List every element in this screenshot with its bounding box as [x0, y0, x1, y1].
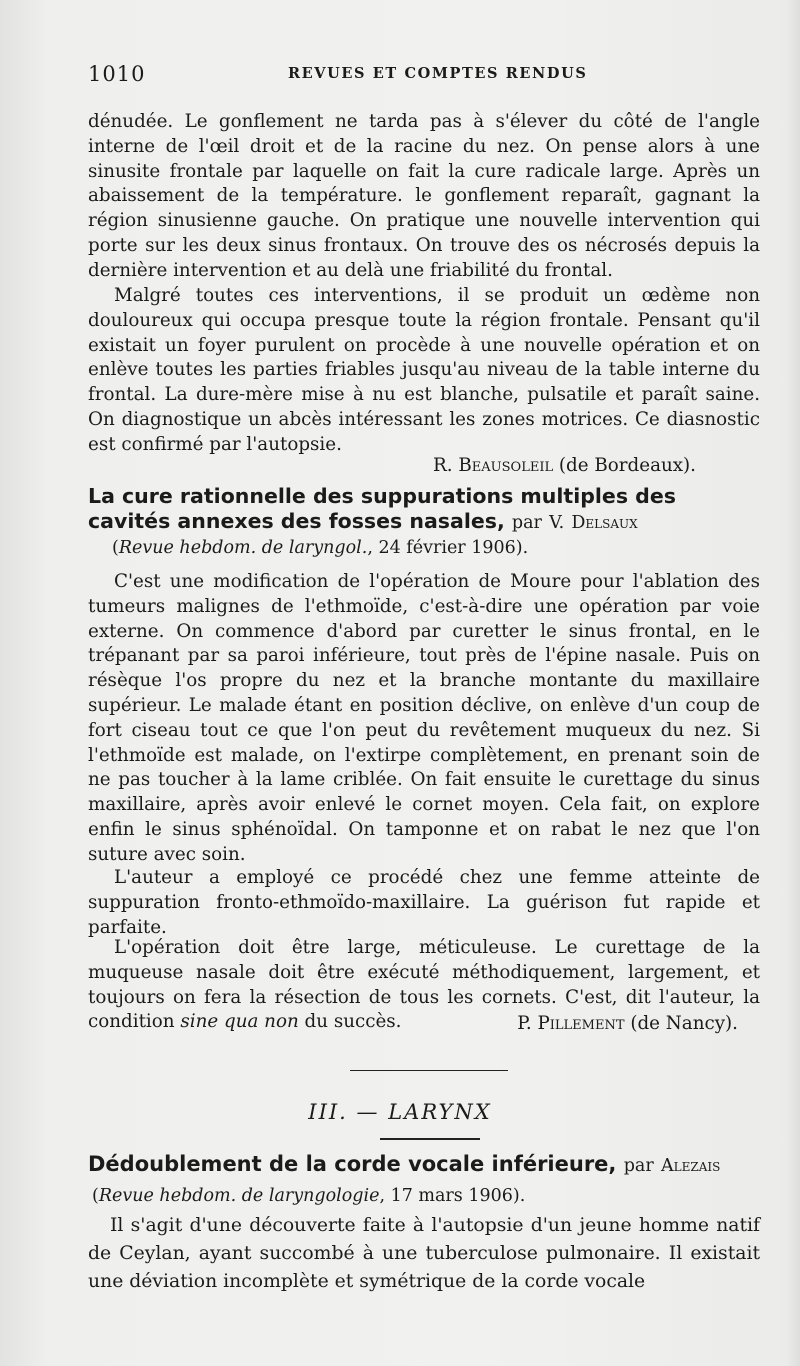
article2-citation: (Revue hebdom. de laryngol., 24 février 1906).: [112, 538, 529, 558]
article2-paragraph-1: C'est une modification de l'opération de Moure pour l'ablation des tumeurs malignes de l'ethmoïde, c'est-à-dire une opération par voie externe. On commence d'abord par curetter le sinus frontal, en le trépanant par sa paroi inférieure, tout près de l'épine nasale. Puis on résèque l'os propre du nez et la branche montante du maxillaire supérieur. Le malade étant en position déclive, on enlève d'un coup de fort ciseau tout ce que l'on peut du revêtement muqueux du nez. Si l'ethmoïde est malade, on l'extirpe complètement, en prenant soin de ne pas toucher à la lame criblée. On fait ensuite le curettage du sinus maxillaire, après avoir enlevé le cornet moyen. Cela fait, on explore enfin le sinus sphénoïdal. On tamponne et on rabat le nez que l'on suture avec soin.: [88, 571, 760, 865]
signature-initial: R.: [432, 455, 453, 476]
article3-journal: Revue hebdom. de laryngologie: [98, 1186, 380, 1206]
article2-date: , 24 février 1906).: [367, 538, 529, 558]
article2-author-initial: V.: [549, 513, 565, 533]
article3-citation: (Revue hebdom. de laryngologie, 17 mars 1906).: [92, 1186, 526, 1206]
article2-author-name: Delsaux: [571, 513, 638, 533]
article2-title: La cure rationnelle des suppurations multiples des cavités annexes des fosses nasales,: [88, 484, 676, 533]
article2-journal: Revue hebdom. de laryngol.: [118, 538, 368, 558]
page-header: [88, 62, 760, 88]
section-rule: [380, 1138, 480, 1140]
article3-paragraph-1: Il s'agit d'une découverte faite à l'autopsie d'un jeune homme natif de Ceylan, ayant succombé à une tuberculose pulmonaire. Il existait une déviation incomplète et symétrique de la corde vocale: [88, 1215, 760, 1292]
article3-by: par: [623, 1156, 654, 1176]
article2-by: par: [511, 513, 542, 533]
article3-date: , 17 mars 1906).: [379, 1186, 526, 1206]
signature-place: (de Nancy).: [630, 1013, 738, 1034]
signature-name: Pillement: [537, 1013, 625, 1034]
article1-paragraph-1: dénudée. Le gonflement ne tarda pas à s'élever du côté de l'angle interne de l'œil droit et de la racine du nez. On pense alors à une sinusite frontale par laquelle on fait la cure radicale large. Après un abaissement de la température. le gonflement reparaît, gagnant la région sinusienne gauche. On pratique une nouvelle intervention qui porte sur les deux sinus frontaux. On trouve des os nécrosés depuis la dernière intervention et au delà une friabilité du frontal.: [88, 111, 760, 281]
article3-author-name: Alezais: [661, 1156, 721, 1176]
page-edge-shadow: [786, 0, 800, 1366]
article1-paragraph-2: Malgré toutes ces interventions, il se produit un œdème non douloureux qui occupa presque toute la région frontale. Pensant qu'il existait un foyer purulent on procède à une nouvelle opération et on enlève toutes les parties friables jusqu'au niveau de la table interne du frontal. La dure-mère mise à nu est blanche, pulsatile et paraît saine. On diagnostique un abcès intéressant les zones motrices. Ce diasnostic est confirmé par l'autopsie.: [88, 285, 760, 455]
signature-initial: P.: [517, 1013, 532, 1034]
article2-p3-end: du succès.: [304, 1011, 402, 1033]
article3-title: Dédoublement de la corde vocale inférieure,: [88, 1152, 617, 1176]
article2-p3-start: L'opération doit être large, méticuleuse. Le curettage de la muqueuse nasale doit être exécuté méthodiquement, largement, et toujours on fera la résection de tous les cornets. C'est, dit l'auteur, la condition: [88, 937, 760, 1033]
section-heading: III. — LARYNX: [308, 1100, 492, 1124]
separator-rule: [350, 1070, 508, 1071]
article2-paragraph-2: L'auteur a employé ce procédé chez une femme atteinte de suppuration fronto-ethmoïdo-maxillaire. La guérison fut rapide et parfaite.: [88, 867, 760, 938]
article2-signature: [517, 1012, 738, 1036]
article2-p3-italic: sine qua non: [180, 1011, 299, 1033]
running-head: REVUES ET COMPTES RENDUS: [288, 65, 588, 82]
article2-title-block: [88, 484, 760, 536]
signature-place: (de Bordeaux).: [558, 455, 696, 476]
article1-signature: [433, 454, 696, 478]
article3-title-block: [88, 1152, 760, 1179]
page-number: 1010: [88, 62, 146, 86]
signature-name: Beausoleil: [458, 455, 554, 476]
